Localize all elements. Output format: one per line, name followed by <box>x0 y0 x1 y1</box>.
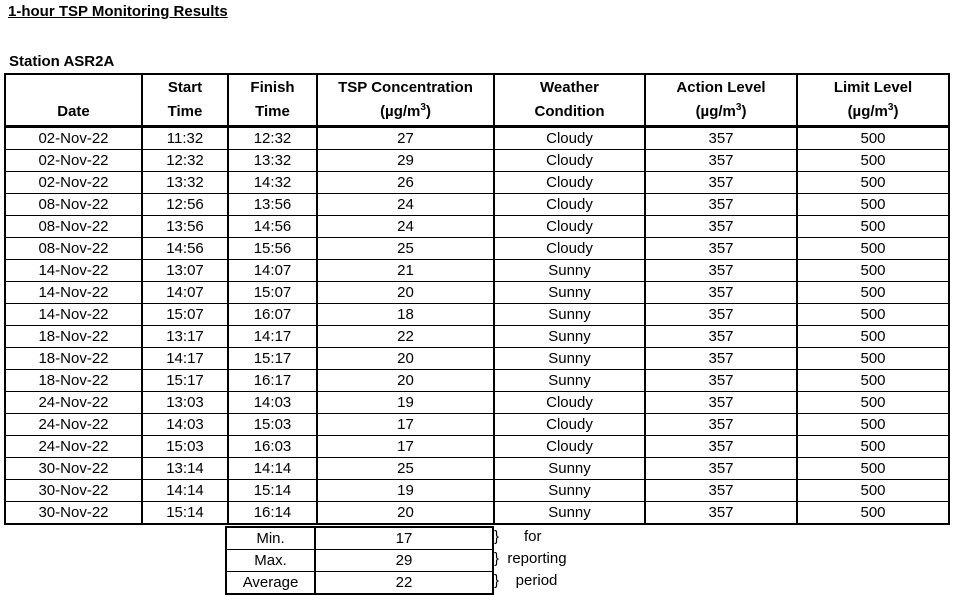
table-row <box>5 458 949 480</box>
table-row <box>5 392 949 414</box>
cell-finish-time: 13:32 <box>228 150 317 172</box>
cell-date: 08-Nov-22 <box>5 194 142 216</box>
cell-tsp-concentration: 22 <box>317 326 494 348</box>
cell-tsp-concentration: 20 <box>317 348 494 370</box>
cell-action-level: 357 <box>645 194 797 216</box>
cell-weather-condition: Sunny <box>494 480 645 502</box>
cell-finish-time: 14:07 <box>228 260 317 282</box>
cell-action-level: 357 <box>645 326 797 348</box>
table-row <box>5 194 949 216</box>
header-tsp: TSP Concentration <box>317 74 494 100</box>
cell-weather-condition: Sunny <box>494 348 645 370</box>
cell-start-time: 14:14 <box>142 480 228 502</box>
cell-limit-level: 500 <box>797 370 949 392</box>
cell-start-time: 11:32 <box>142 127 228 150</box>
cell-date: 24-Nov-22 <box>5 436 142 458</box>
cell-weather-condition: Sunny <box>494 458 645 480</box>
cell-start-time: 14:17 <box>142 348 228 370</box>
cell-date: 02-Nov-22 <box>5 150 142 172</box>
cell-tsp-concentration: 20 <box>317 282 494 304</box>
header-action-unit: $(\mu g/m^3)$ <box>645 100 797 127</box>
cell-start-time: 13:03 <box>142 392 228 414</box>
cell-tsp-concentration: 19 <box>317 480 494 502</box>
cell-weather-condition: Sunny <box>494 370 645 392</box>
cell-limit-level: 500 <box>797 414 949 436</box>
cell-tsp-concentration: 18 <box>317 304 494 326</box>
cell-start-time: 15:03 <box>142 436 228 458</box>
cell-tsp-concentration: 20 <box>317 370 494 392</box>
cell-action-level: 357 <box>645 304 797 326</box>
summary-max-row <box>226 550 493 572</box>
table-row <box>5 480 949 502</box>
cell-finish-time: 15:56 <box>228 238 317 260</box>
cell-action-level: 357 <box>645 480 797 502</box>
cell-weather-condition: Sunny <box>494 326 645 348</box>
table-row <box>5 216 949 238</box>
table-row <box>5 150 949 172</box>
cell-tsp-concentration: 24 <box>317 216 494 238</box>
header-row-1 <box>5 74 949 100</box>
cell-weather-condition: Cloudy <box>494 172 645 194</box>
header-limit-unit: $(\mu g/m^3)$ <box>797 100 949 127</box>
summary-note-line-3: } period <box>494 572 558 589</box>
cell-finish-time: 16:03 <box>228 436 317 458</box>
cell-limit-level: 500 <box>797 127 949 150</box>
cell-date: 18-Nov-22 <box>5 348 142 370</box>
page-title: 1-hour TSP Monitoring Results <box>8 3 228 20</box>
cell-action-level: 357 <box>645 127 797 150</box>
cell-weather-condition: Cloudy <box>494 414 645 436</box>
header-date-blank <box>5 74 142 100</box>
summary-max-value: 29 <box>315 550 493 572</box>
cell-tsp-concentration: 26 <box>317 172 494 194</box>
header-action-level: Action Level <box>645 74 797 100</box>
table-row <box>5 502 949 525</box>
cell-action-level: 357 <box>645 414 797 436</box>
cell-weather-condition: Cloudy <box>494 238 645 260</box>
cell-limit-level: 500 <box>797 150 949 172</box>
cell-limit-level: 500 <box>797 172 949 194</box>
cell-finish-time: 12:32 <box>228 127 317 150</box>
tsp-results-table <box>4 73 950 525</box>
cell-tsp-concentration: 25 <box>317 238 494 260</box>
summary-min-value: 17 <box>315 527 493 550</box>
header-date: Date <box>5 100 142 127</box>
header-start: Start <box>142 74 228 100</box>
cell-start-time: 13:32 <box>142 172 228 194</box>
cell-tsp-concentration: 21 <box>317 260 494 282</box>
table-row <box>5 260 949 282</box>
cell-start-time: 15:17 <box>142 370 228 392</box>
cell-limit-level: 500 <box>797 392 949 414</box>
cell-limit-level: 500 <box>797 480 949 502</box>
cell-finish-time: 14:03 <box>228 392 317 414</box>
cell-tsp-concentration: 20 <box>317 502 494 525</box>
cell-finish-time: 15:17 <box>228 348 317 370</box>
cell-limit-level: 500 <box>797 436 949 458</box>
cell-date: 08-Nov-22 <box>5 216 142 238</box>
cell-finish-time: 16:14 <box>228 502 317 525</box>
summary-note-line-1: } for <box>494 528 542 545</box>
cell-limit-level: 500 <box>797 216 949 238</box>
cell-action-level: 357 <box>645 282 797 304</box>
cell-finish-time: 15:03 <box>228 414 317 436</box>
cell-tsp-concentration: 24 <box>317 194 494 216</box>
cell-date: 14-Nov-22 <box>5 282 142 304</box>
cell-action-level: 357 <box>645 436 797 458</box>
table-row <box>5 304 949 326</box>
cell-start-time: 12:56 <box>142 194 228 216</box>
cell-date: 14-Nov-22 <box>5 304 142 326</box>
cell-date: 14-Nov-22 <box>5 260 142 282</box>
cell-finish-time: 14:14 <box>228 458 317 480</box>
cell-limit-level: 500 <box>797 282 949 304</box>
header-start-time: Time <box>142 100 228 127</box>
cell-tsp-concentration: 29 <box>317 150 494 172</box>
header-row-2 <box>5 100 949 127</box>
cell-weather-condition: Sunny <box>494 304 645 326</box>
cell-action-level: 357 <box>645 348 797 370</box>
table-row <box>5 348 949 370</box>
cell-action-level: 357 <box>645 370 797 392</box>
cell-finish-time: 16:17 <box>228 370 317 392</box>
header-finish: Finish <box>228 74 317 100</box>
cell-date: 02-Nov-22 <box>5 172 142 194</box>
cell-limit-level: 500 <box>797 304 949 326</box>
cell-action-level: 357 <box>645 172 797 194</box>
cell-action-level: 357 <box>645 502 797 525</box>
cell-weather-condition: Sunny <box>494 502 645 525</box>
cell-finish-time: 14:32 <box>228 172 317 194</box>
table-row <box>5 414 949 436</box>
cell-limit-level: 500 <box>797 458 949 480</box>
table-row <box>5 326 949 348</box>
header-weather: Weather <box>494 74 645 100</box>
summary-average-row <box>226 572 493 595</box>
cell-limit-level: 500 <box>797 238 949 260</box>
cell-start-time: 15:07 <box>142 304 228 326</box>
cell-limit-level: 500 <box>797 326 949 348</box>
cell-weather-condition: Cloudy <box>494 127 645 150</box>
summary-average-value: 22 <box>315 572 493 595</box>
cell-action-level: 357 <box>645 458 797 480</box>
cell-tsp-concentration: 27 <box>317 127 494 150</box>
cell-action-level: 357 <box>645 150 797 172</box>
cell-date: 18-Nov-22 <box>5 370 142 392</box>
header-tsp-unit: $(\mu g/m^3)$ <box>317 100 494 127</box>
cell-finish-time: 15:14 <box>228 480 317 502</box>
table-row <box>5 127 949 150</box>
cell-tsp-concentration: 19 <box>317 392 494 414</box>
table-row <box>5 282 949 304</box>
cell-date: 18-Nov-22 <box>5 326 142 348</box>
cell-date: 30-Nov-22 <box>5 480 142 502</box>
cell-start-time: 15:14 <box>142 502 228 525</box>
cell-action-level: 357 <box>645 216 797 238</box>
cell-date: 24-Nov-22 <box>5 392 142 414</box>
cell-tsp-concentration: 17 <box>317 414 494 436</box>
cell-date: 30-Nov-22 <box>5 458 142 480</box>
cell-weather-condition: Cloudy <box>494 392 645 414</box>
summary-min-label: Min. <box>226 527 315 550</box>
cell-start-time: 13:17 <box>142 326 228 348</box>
cell-start-time: 14:03 <box>142 414 228 436</box>
cell-action-level: 357 <box>645 238 797 260</box>
cell-date: 02-Nov-22 <box>5 127 142 150</box>
cell-date: 08-Nov-22 <box>5 238 142 260</box>
cell-finish-time: 13:56 <box>228 194 317 216</box>
cell-start-time: 13:07 <box>142 260 228 282</box>
summary-table <box>225 526 494 595</box>
header-limit-level: Limit Level <box>797 74 949 100</box>
summary-max-label: Max. <box>226 550 315 572</box>
cell-action-level: 357 <box>645 260 797 282</box>
cell-date: 24-Nov-22 <box>5 414 142 436</box>
cell-weather-condition: Cloudy <box>494 436 645 458</box>
header-finish-time: Time <box>228 100 317 127</box>
table-row <box>5 172 949 194</box>
cell-start-time: 14:07 <box>142 282 228 304</box>
cell-weather-condition: Cloudy <box>494 150 645 172</box>
cell-limit-level: 500 <box>797 348 949 370</box>
table-row <box>5 238 949 260</box>
cell-limit-level: 500 <box>797 502 949 525</box>
cell-limit-level: 500 <box>797 194 949 216</box>
cell-finish-time: 15:07 <box>228 282 317 304</box>
cell-action-level: 357 <box>645 392 797 414</box>
cell-start-time: 13:14 <box>142 458 228 480</box>
table-row <box>5 436 949 458</box>
summary-average-label: Average <box>226 572 315 595</box>
cell-weather-condition: Cloudy <box>494 216 645 238</box>
cell-finish-time: 14:56 <box>228 216 317 238</box>
cell-start-time: 14:56 <box>142 238 228 260</box>
cell-tsp-concentration: 25 <box>317 458 494 480</box>
summary-min-row <box>226 527 493 550</box>
cell-tsp-concentration: 17 <box>317 436 494 458</box>
cell-start-time: 13:56 <box>142 216 228 238</box>
cell-limit-level: 500 <box>797 260 949 282</box>
table-row <box>5 370 949 392</box>
cell-weather-condition: Sunny <box>494 282 645 304</box>
header-weather-condition: Condition <box>494 100 645 127</box>
station-label: Station ASR2A <box>9 53 115 70</box>
cell-weather-condition: Cloudy <box>494 194 645 216</box>
cell-start-time: 12:32 <box>142 150 228 172</box>
summary-note-line-2: } reporting <box>494 550 567 567</box>
cell-finish-time: 14:17 <box>228 326 317 348</box>
cell-date: 30-Nov-22 <box>5 502 142 525</box>
cell-finish-time: 16:07 <box>228 304 317 326</box>
cell-weather-condition: Sunny <box>494 260 645 282</box>
